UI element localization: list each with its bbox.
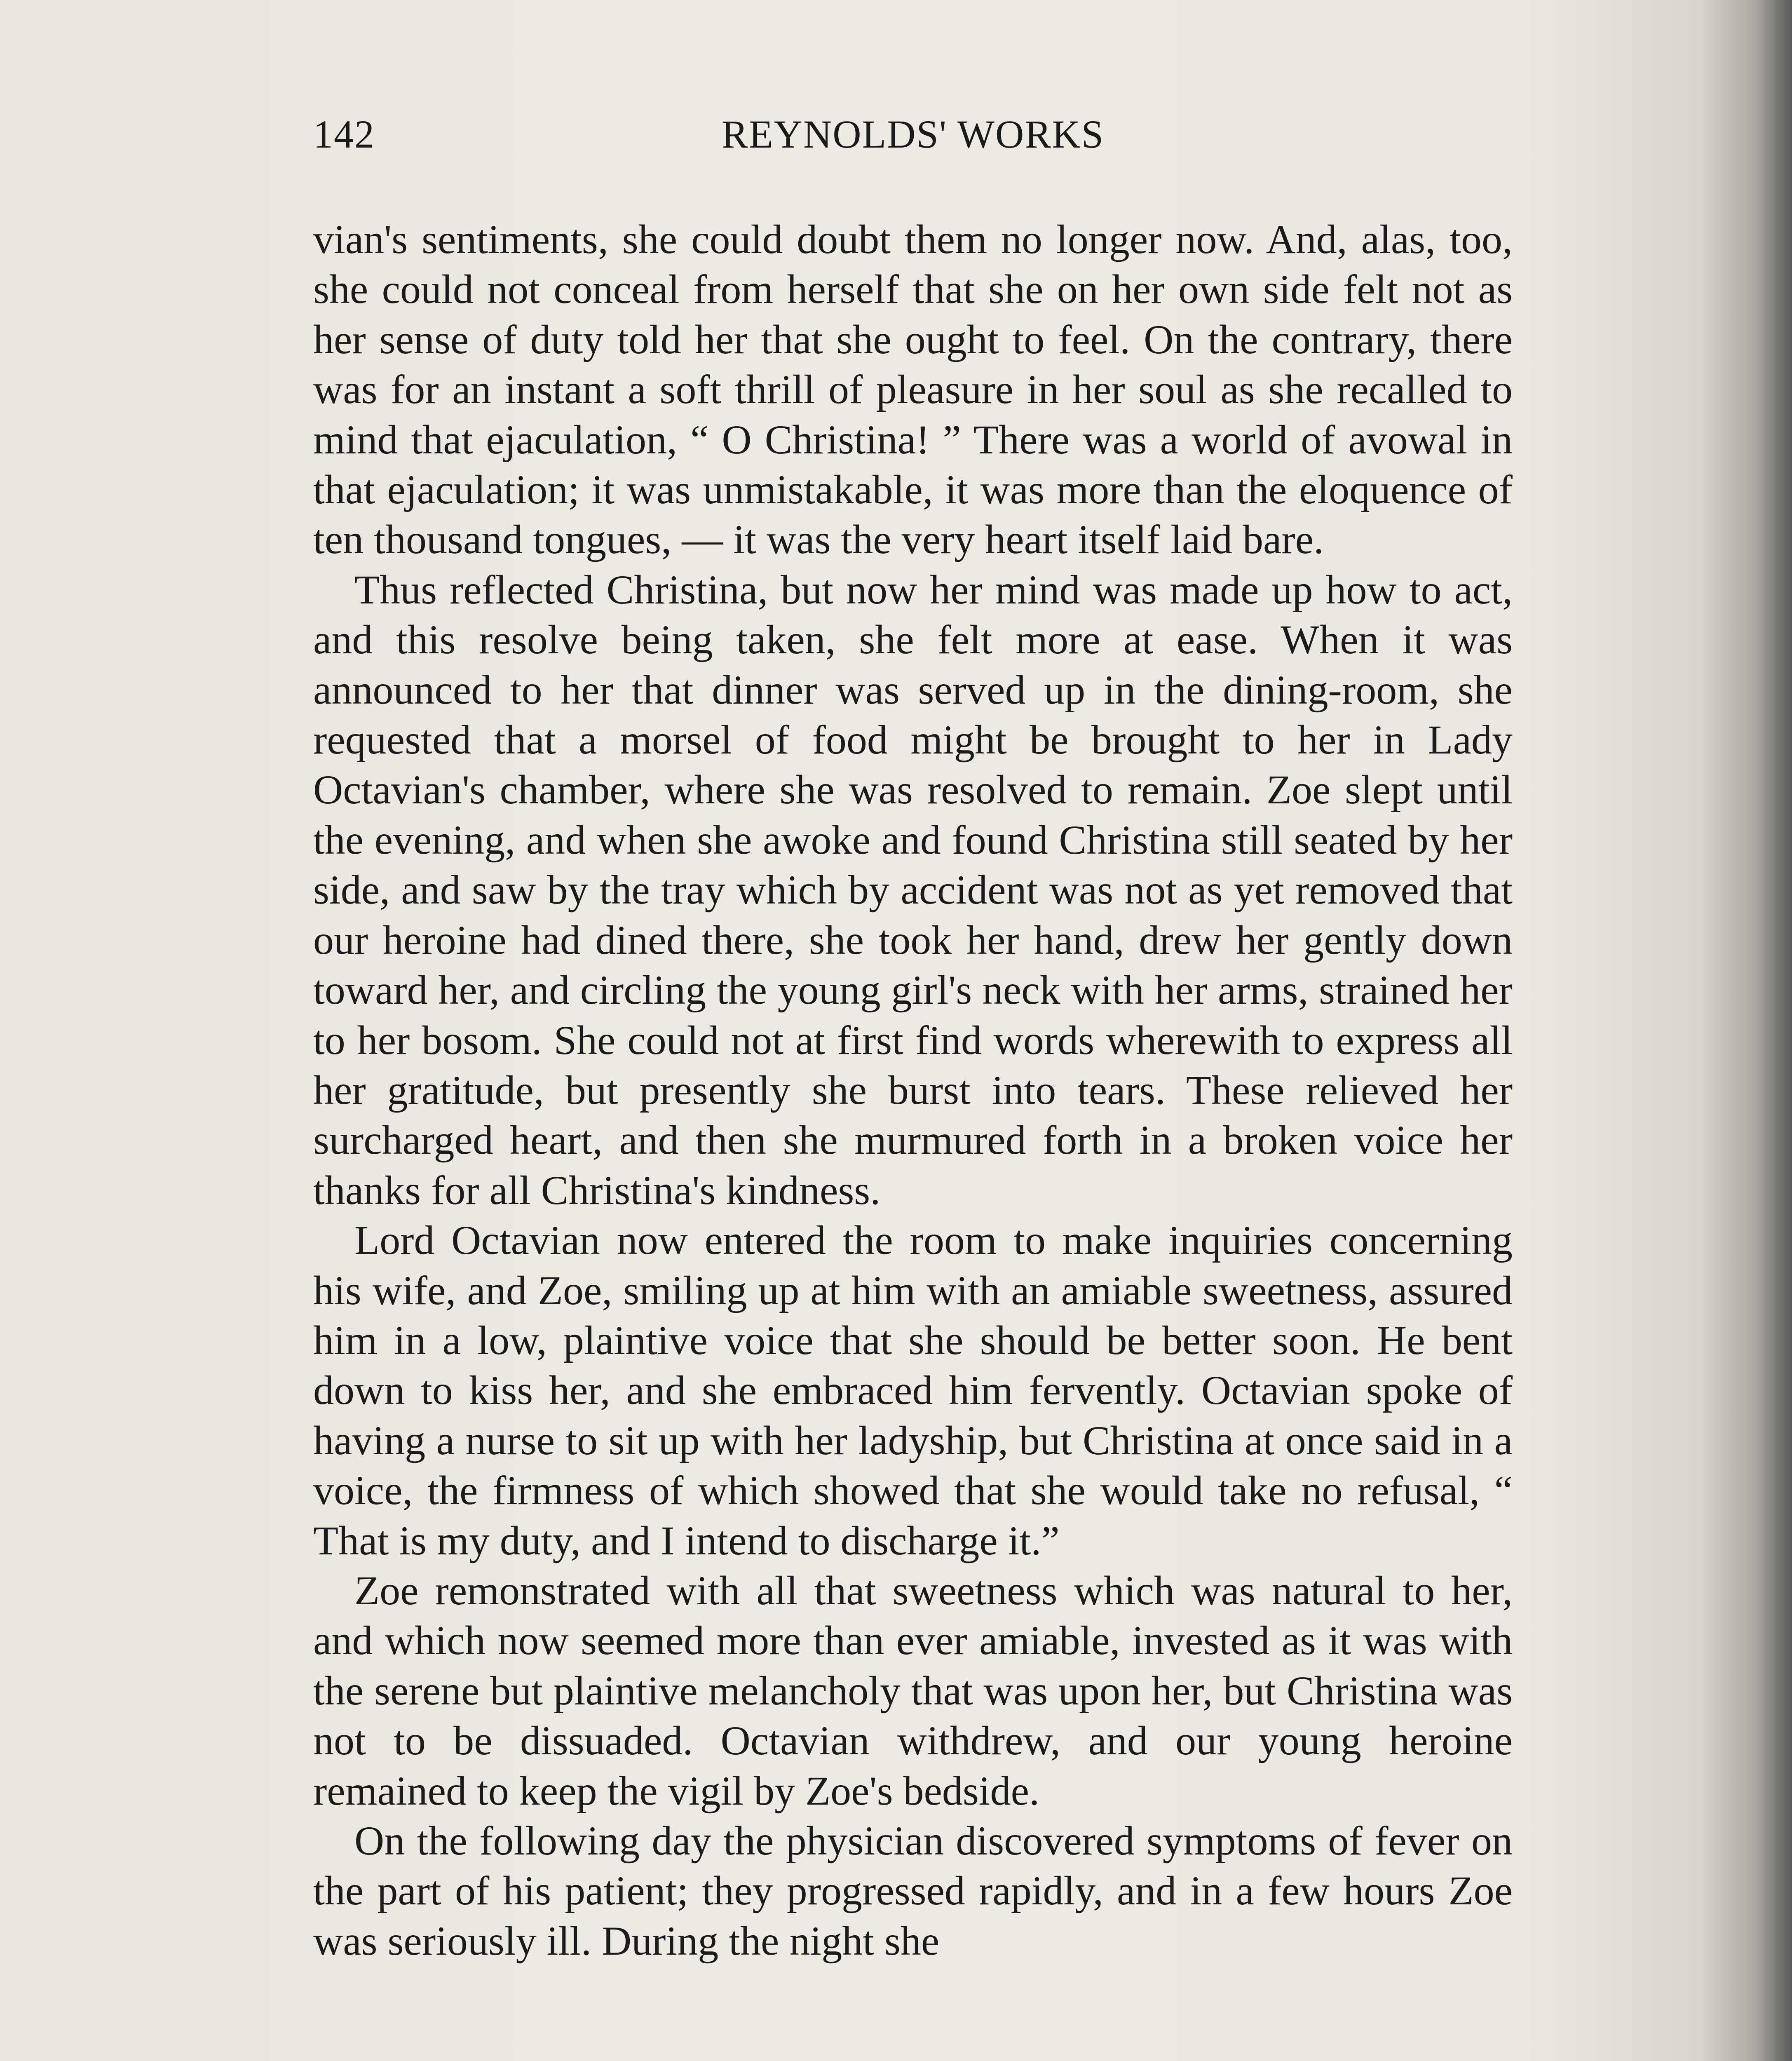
running-head (313, 111, 1513, 169)
page-number: 142 (313, 112, 375, 156)
paragraph: On the following day the physician discovered symptoms of fever on the part of his patient; they progressed rapidly, and in a few hours Zoe was seriously ill. During the night she (313, 1818, 1513, 1964)
paragraph: Zoe remonstrated with all that sweetness which was natural to her, and which now seemed more than ever amiable, invested as it was with the serene but plaintive melancholy that was upon her, but Christina was not to be dissuaded. Octavian withdrew, and our young heroine remained to keep the vigil by Zoe's bedside. (313, 1567, 1513, 1814)
text-block (313, 214, 1513, 1966)
paragraph: Thus reflected Christina, but now her mind was made up how to act, and this resolve being taken, she felt more at ease. When it was announced to her that dinner was served up in the dining-room, she requested that a morsel of food might be brought to her in Lady Octavian's chamber, where she was resolved to remain. Zoe slept until the evening, and when she awoke and found Christina still seated by her side, and saw by the tray which by accident was not as yet removed that our heroine had dined there, she took her hand, drew her gently down toward her, and circling the young girl's neck with her arms, strained her to her bosom. She could not at first find words wherewith to express all her gratitude, but presently she burst into tears. These relieved her surcharged heart, and then she murmured forth in a broken voice her thanks for all Christina's kindness. (313, 566, 1513, 1213)
paragraph-continued: vian's sentiments, she could doubt them no longer now. And, alas, too, she could not conceal from herself that she on her own side felt not as her sense of duty told her that she ought to feel. On the contrary, there was for an instant a soft thrill of pleasure in her soul as she recalled to mind that ejaculation, “ O Christina! ” There was a world of avowal in that ejaculation; it was unmistakable, it was more than the eloquence of ten thousand tongues, — it was the very heart itself laid bare. (313, 216, 1513, 563)
running-title: REYNOLDS' WORKS (721, 112, 1105, 156)
paragraph: Lord Octavian now entered the room to make inquiries concerning his wife, and Zoe, smiling up at him with an amiable sweetness, assured him in a low, plaintive voice that she should be better soon. He bent down to kiss her, and she embraced him fervently. Octavian spoke of having a nurse to sit up with her ladyship, but Christina at once said in a voice, the firmness of which showed that she would take no refusal, “ That is my duty, and I intend to discharge it.” (313, 1217, 1513, 1563)
spine-shadow (1698, 0, 1792, 2061)
